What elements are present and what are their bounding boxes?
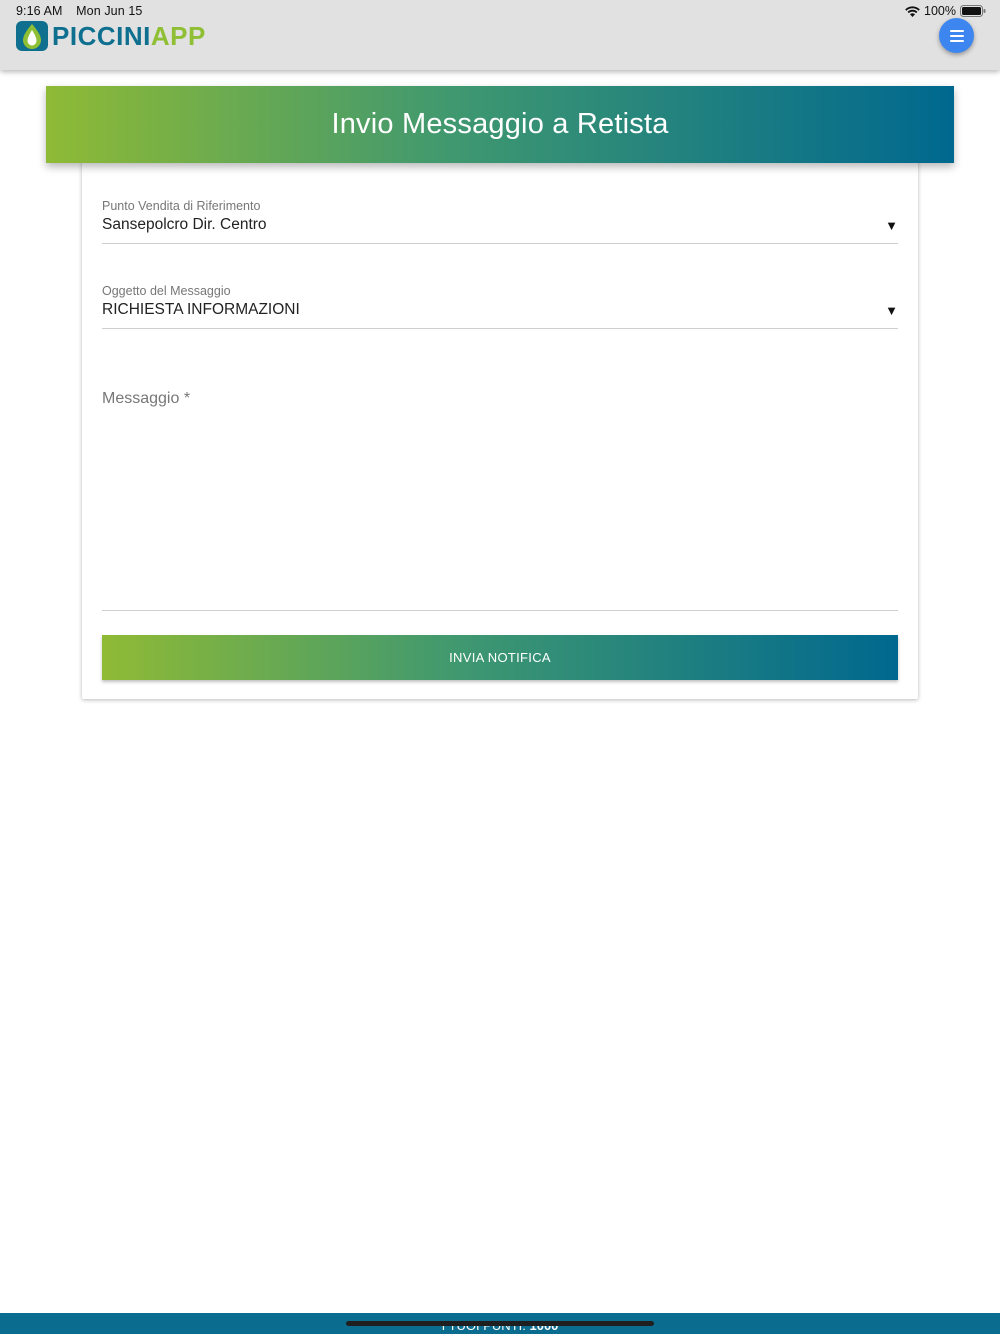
status-time: 9:16 AM: [16, 4, 63, 18]
dropdown-arrow-icon: ▼: [885, 303, 898, 318]
home-indicator[interactable]: [346, 1321, 654, 1326]
app-header: [0, 0, 1000, 70]
logo-text-piccini: PICCINI: [52, 21, 151, 51]
app-logo: [16, 21, 206, 51]
message-label: Messaggio *: [102, 390, 191, 407]
page-title: Invio Messaggio a Retista: [331, 108, 669, 140]
message-field: [102, 390, 898, 611]
store-select-label: Punto Vendita di Riferimento: [102, 199, 261, 213]
store-select-value: Sansepolcro Dir. Centro: [102, 216, 267, 233]
status-bar-right: [905, 4, 986, 18]
send-notification-button[interactable]: INVIA NOTIFICA: [102, 635, 898, 680]
wifi-icon: [905, 6, 920, 17]
battery-icon: [960, 5, 986, 17]
battery-percent: 100%: [924, 4, 956, 18]
status-bar-left: [16, 4, 142, 18]
logo-text: [52, 21, 206, 51]
message-form-card: [82, 150, 918, 699]
subject-select[interactable]: [102, 284, 898, 329]
subject-select-value: RICHIESTA INFORMAZIONI: [102, 301, 300, 318]
title-banner: [46, 86, 954, 163]
store-select[interactable]: [102, 199, 898, 244]
leaf-drop-icon: [16, 21, 48, 51]
hamburger-icon: [950, 30, 964, 42]
dropdown-arrow-icon: ▼: [885, 218, 898, 233]
status-date: Mon Jun 15: [76, 4, 143, 18]
subject-select-label: Oggetto del Messaggio: [102, 284, 231, 298]
logo-text-app: APP: [150, 21, 206, 51]
menu-button[interactable]: [939, 18, 974, 53]
message-textarea[interactable]: [102, 418, 898, 598]
